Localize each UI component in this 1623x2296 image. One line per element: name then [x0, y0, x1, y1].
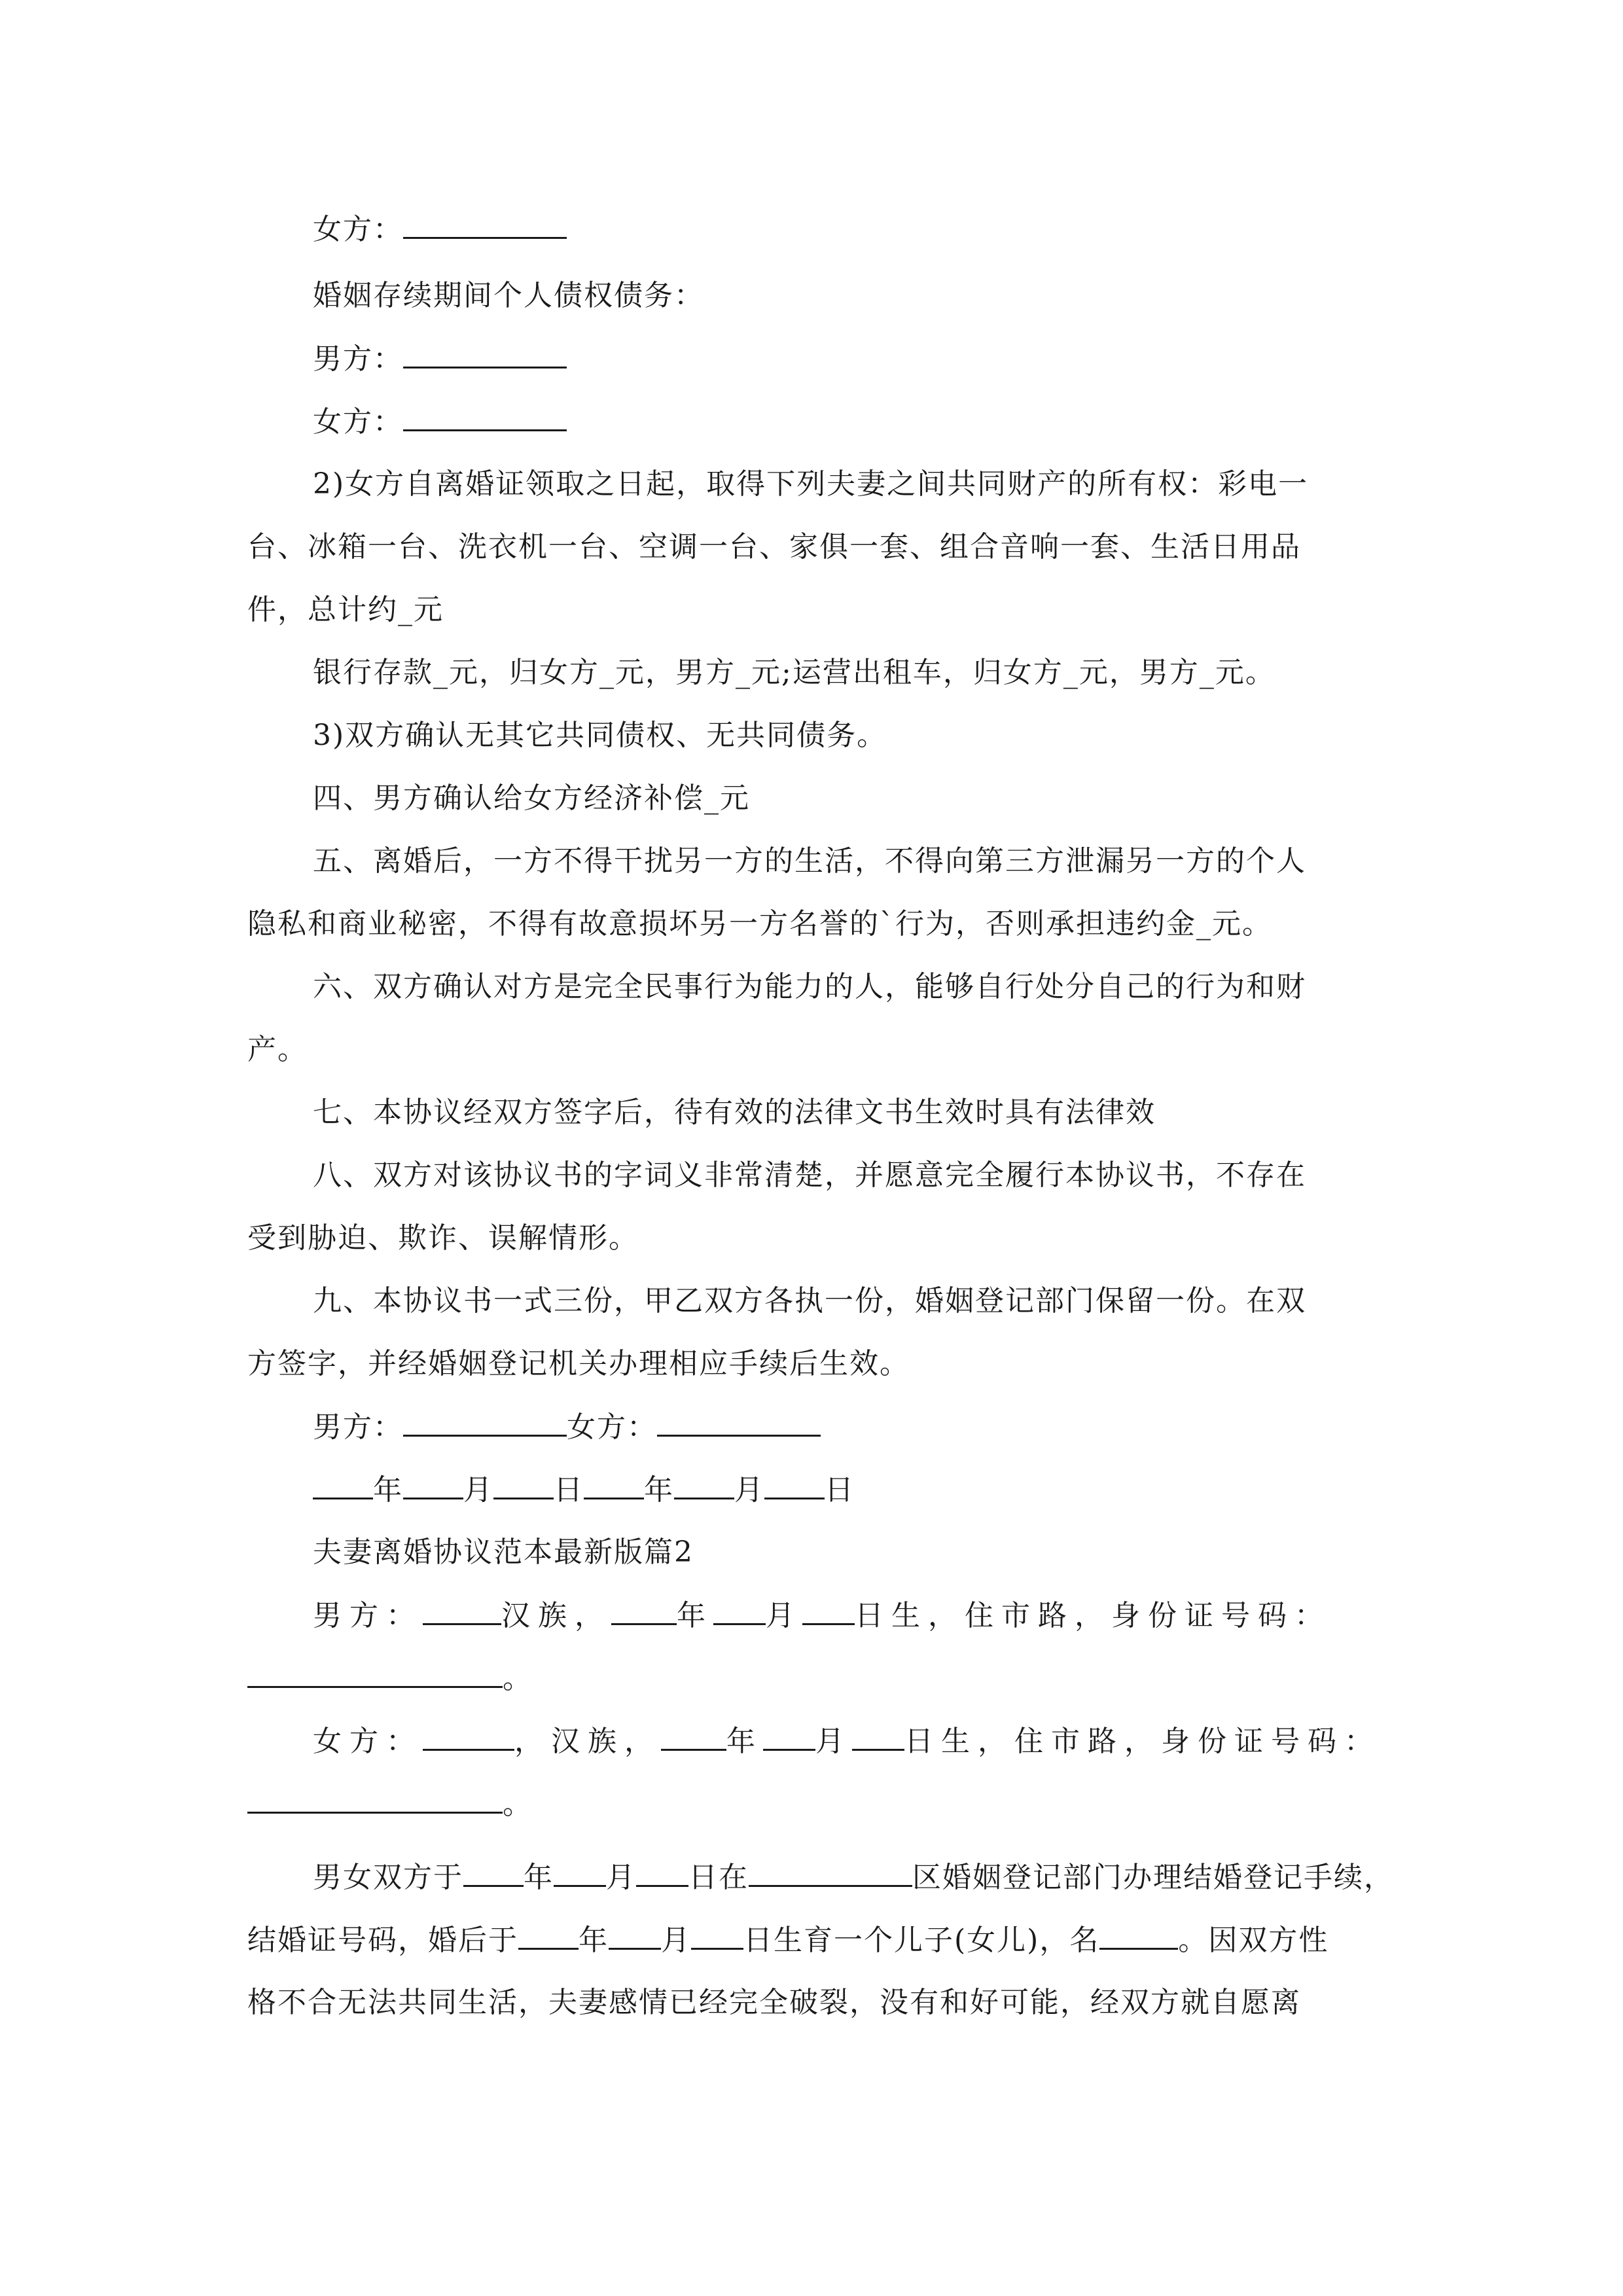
text-segment: 年: [726, 1725, 763, 1758]
text-segment: 男方：: [313, 342, 403, 376]
fill-blank: [403, 339, 567, 368]
paragraph-line: [247, 1219, 639, 1258]
paragraph-line: [313, 465, 1308, 504]
fill-blank: [802, 1596, 855, 1625]
text-segment: 月: [766, 1599, 802, 1632]
fill-blank: [611, 1596, 677, 1625]
male-signature-blank: [403, 1407, 567, 1437]
text-segment: 。因双方性: [1178, 1924, 1329, 1957]
year-label: 年: [373, 1473, 403, 1507]
text-segment: 汉族，: [501, 1599, 611, 1632]
male-signature-label: 男方：: [313, 1410, 403, 1444]
paragraph-line: [313, 653, 1275, 692]
fill-blank: [661, 1721, 726, 1751]
text-segment: 。: [503, 1787, 533, 1821]
year-label: 年: [644, 1473, 674, 1507]
text-segment: 年: [579, 1924, 609, 1957]
text-segment: 产。: [247, 1033, 308, 1066]
fill-blank: [749, 1857, 912, 1887]
text-segment: 四、男方确认给女方经济补偿_元: [313, 781, 750, 815]
text-segment: 隐私和商业秘密，不得有故意损坏另一方名誉的`行为，否则承担违约金_元。: [247, 907, 1272, 941]
text-segment: 女方：: [313, 213, 403, 246]
day-label: 日: [825, 1473, 855, 1507]
female-signature-blank: [657, 1407, 821, 1437]
text-segment: 月: [661, 1924, 691, 1957]
text-segment: 受到胁迫、欺诈、误解情形。: [247, 1221, 639, 1255]
text-segment: 方签字，并经婚姻登记机关办理相应手续后生效。: [247, 1347, 910, 1380]
text-segment: 五、离婚后，一方不得干扰另一方的生活，不得向第三方泄漏另一方的个人: [313, 844, 1306, 878]
fill-blank: [609, 1920, 661, 1950]
text-segment: 月: [815, 1725, 852, 1758]
fill-blank: [463, 1857, 524, 1887]
text-segment: 结婚证号码，婚后于: [247, 1924, 518, 1957]
fill-blank: [247, 1784, 503, 1814]
fill-blank: [518, 1920, 579, 1950]
fill-blank: [763, 1721, 815, 1751]
female-debt-line: [313, 402, 567, 442]
text-segment: 区婚姻登记部门办理结婚登记手续，: [912, 1861, 1394, 1894]
paragraph-line: [247, 1030, 308, 1069]
text-segment: 女方：: [313, 1725, 423, 1758]
paragraph-line: [313, 716, 887, 755]
text-segment: 件，总计约_元: [247, 593, 444, 626]
paragraph-line: [247, 590, 444, 630]
section-title: [313, 1533, 694, 1572]
fill-blank: [554, 1857, 606, 1887]
marriage-line-1: [313, 1857, 1394, 1897]
text-segment: 男女双方于: [313, 1861, 463, 1894]
male-id-line: [247, 1659, 533, 1698]
text-segment: 银行存款_元，归女方_元，男方_元;运营出租车，归女方_元，男方_元。: [313, 656, 1275, 689]
fill-blank: [674, 1470, 734, 1499]
marriage-line-3: [247, 1983, 1301, 2022]
text-segment: 台、冰箱一台、洗衣机一台、空调一台、家俱一套、组合音响一套、生活日用品: [247, 530, 1301, 564]
fill-blank: [247, 1659, 503, 1688]
text-segment: 日生育一个儿子(女儿)，名: [743, 1924, 1100, 1957]
fill-blank: [852, 1721, 904, 1751]
fill-blank: [691, 1920, 743, 1950]
text-segment: 九、本协议书一式三份，甲乙双方各执一份，婚姻登记部门保留一份。在双: [313, 1284, 1306, 1318]
signature-date-line: [313, 1470, 855, 1510]
text-segment: 2)女方自离婚证领取之日起，取得下列夫妻之间共同财产的所有权：彩电一: [313, 467, 1309, 501]
text-segment: 女方：: [313, 405, 403, 439]
paragraph-line: [247, 1344, 910, 1384]
paragraph-line: [247, 905, 1272, 944]
paragraph-line: [313, 967, 1306, 1007]
text-segment: 婚姻存续期间个人债权债务：: [313, 279, 704, 312]
text-segment: 汉族，: [551, 1725, 661, 1758]
fill-blank: [403, 1470, 463, 1499]
female-party-line-1: [313, 209, 567, 249]
debt-heading: [313, 276, 704, 315]
month-label: 月: [463, 1473, 493, 1507]
text-segment: 格不合无法共同生活，夫妻感情已经完全破裂，没有和好可能，经双方就自愿离: [247, 1986, 1301, 2019]
paragraph-line: [313, 842, 1306, 881]
day-label: 日: [554, 1473, 584, 1507]
text-segment: 日生，住市路，身份证号码：: [904, 1725, 1381, 1758]
text-segment: 。: [503, 1662, 533, 1695]
marriage-line-2: [247, 1920, 1329, 1960]
signature-line: [313, 1407, 821, 1447]
fill-blank: [313, 1470, 373, 1499]
paragraph-line: [313, 1093, 1156, 1132]
fill-blank: [764, 1470, 825, 1499]
text-segment: 男方：: [313, 1599, 423, 1632]
fill-blank: [713, 1596, 766, 1625]
text-segment: ，: [514, 1725, 551, 1758]
fill-blank: [636, 1857, 688, 1887]
month-label: 月: [734, 1473, 764, 1507]
fill-blank: [584, 1470, 644, 1499]
text-segment: 七、本协议经双方签字后，待有效的法律文书生效时具有法律效: [313, 1096, 1156, 1129]
text-segment: 日在: [688, 1861, 749, 1894]
female-id-line: [247, 1784, 533, 1824]
text-segment: 日生，住市路，身份证号码：: [855, 1599, 1331, 1632]
paragraph-line: [313, 779, 750, 818]
female-party-line: [313, 1721, 1381, 1761]
fill-blank: [1099, 1920, 1178, 1950]
male-debt-line: [313, 339, 567, 379]
section-title-text: 夫妻离婚协议范本最新版篇2: [313, 1535, 694, 1569]
paragraph-line: [313, 1156, 1306, 1195]
fill-blank: [423, 1721, 514, 1751]
text-segment: 八、双方对该协议书的字词义非常清楚，并愿意完全履行本协议书，不存在: [313, 1158, 1306, 1192]
text-segment: 六、双方确认对方是完全民事行为能力的人，能够自行处分自己的行为和财: [313, 970, 1306, 1003]
paragraph-line: [313, 1282, 1306, 1321]
fill-blank: [403, 209, 567, 239]
fill-blank: [403, 402, 567, 431]
fill-blank: [493, 1470, 554, 1499]
fill-blank: [423, 1596, 501, 1625]
male-party-line: [313, 1596, 1331, 1636]
text-segment: 年: [677, 1599, 713, 1632]
text-segment: 3)双方确认无其它共同债权、无共同债务。: [313, 719, 887, 752]
text-segment: 年: [524, 1861, 554, 1894]
female-signature-label: 女方：: [567, 1410, 657, 1444]
paragraph-line: [247, 528, 1301, 567]
text-segment: 月: [606, 1861, 636, 1894]
